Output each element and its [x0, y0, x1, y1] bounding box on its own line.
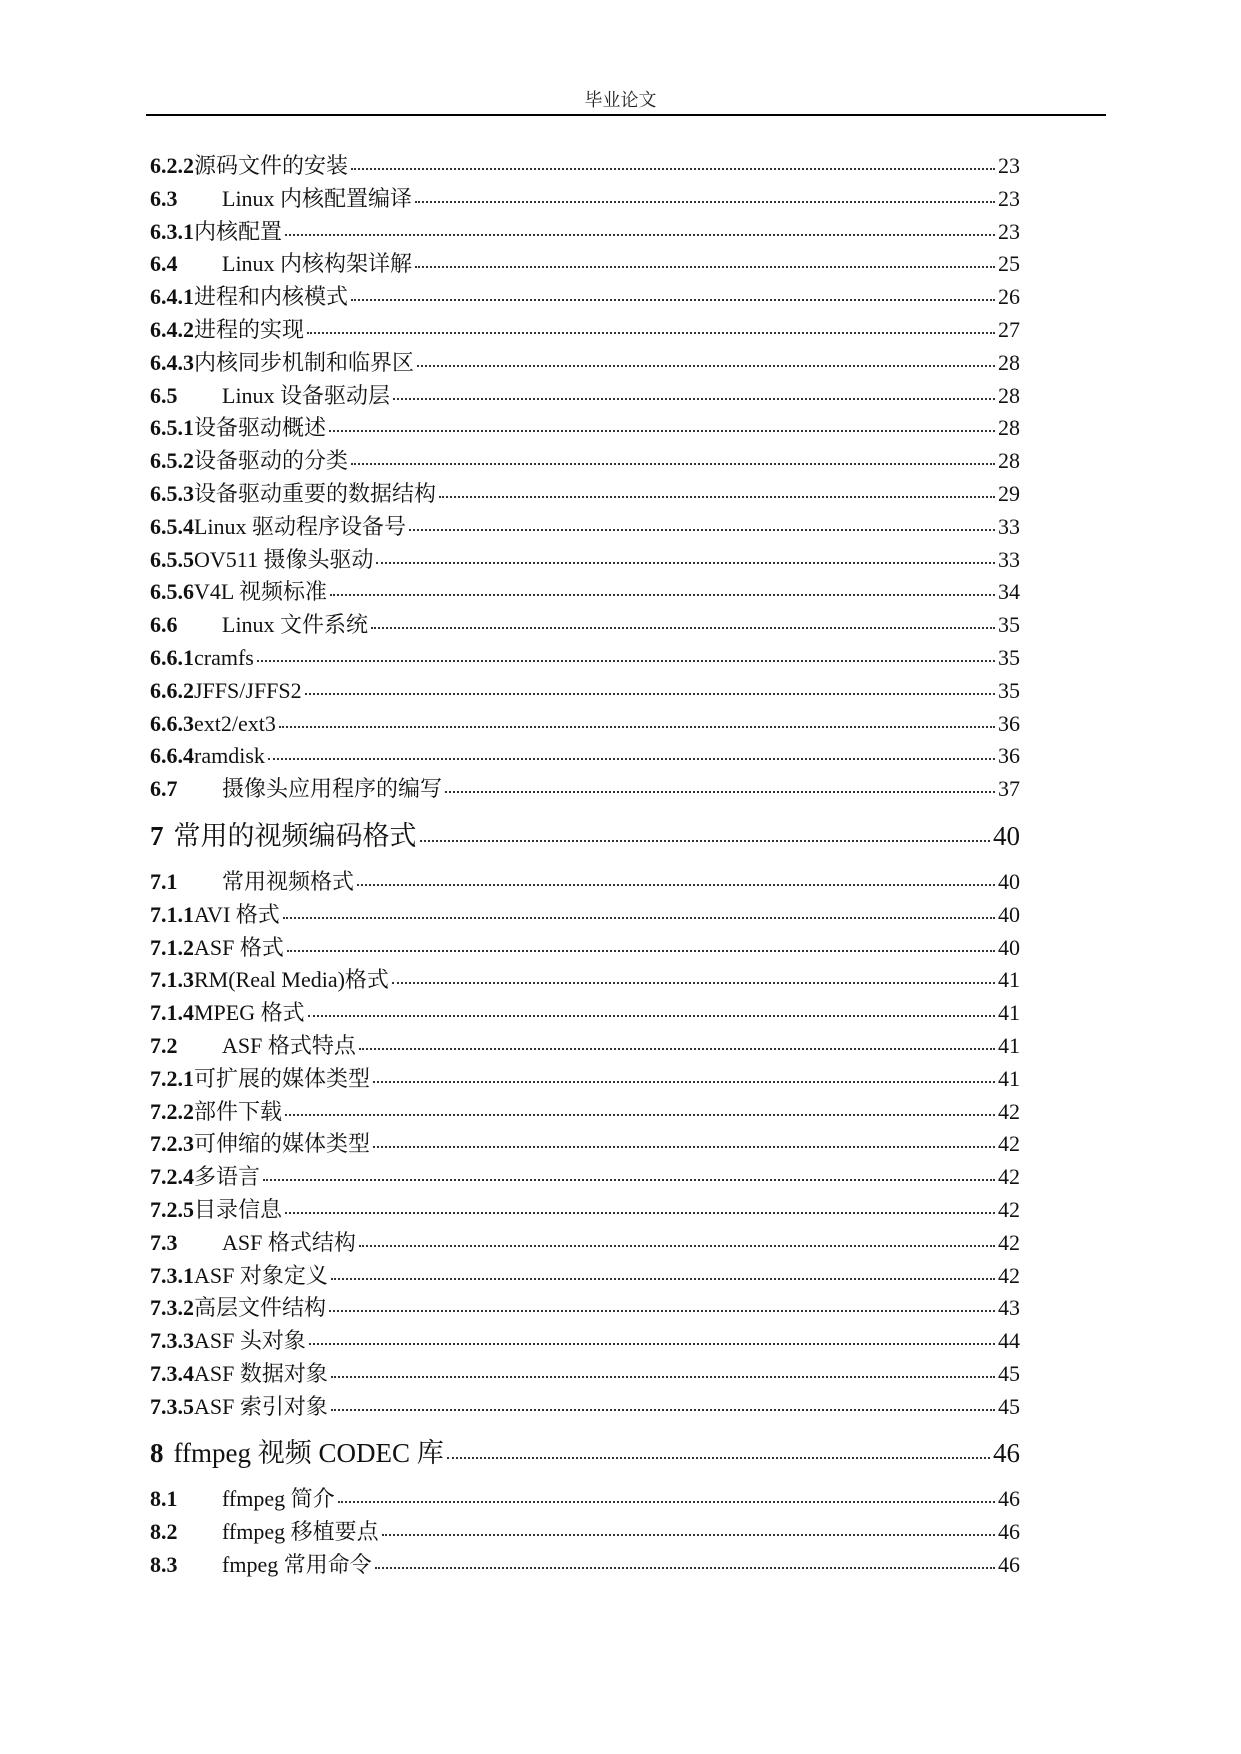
toc-entry-title: ASF 头对象	[194, 1328, 306, 1354]
toc-entry-page: 36	[998, 710, 1020, 736]
toc-entry[interactable]	[150, 1483, 1020, 1516]
toc-entry-number: 6.3.1	[150, 218, 194, 244]
toc-entry-page: 40	[993, 820, 1020, 851]
toc-entry-title: 高层文件结构	[194, 1295, 327, 1321]
dot-leader	[357, 883, 995, 886]
toc-entry-title: ffmpeg 简介	[222, 1486, 335, 1512]
toc-entry[interactable]	[150, 964, 1020, 997]
toc-entry-title: 常用的视频编码格式	[173, 820, 417, 851]
dot-leader	[329, 1309, 995, 1312]
toc-entry-page: 41	[998, 967, 1020, 993]
table-of-contents	[150, 150, 1020, 1582]
toc-entry-page: 42	[998, 1131, 1020, 1157]
toc-entry-number: 7.1.3	[150, 967, 194, 993]
toc-entry-number: 8.1	[150, 1486, 178, 1512]
toc-entry[interactable]	[150, 1325, 1020, 1358]
toc-entry-title: 多语言	[194, 1164, 261, 1190]
dot-leader	[351, 298, 995, 301]
toc-entry-number: 6.5.3	[150, 480, 194, 506]
dot-leader	[351, 462, 995, 465]
toc-entry-title: Linux 设备驱动层	[222, 382, 391, 408]
toc-entry[interactable]	[150, 150, 1020, 183]
toc-entry[interactable]	[150, 1194, 1020, 1227]
toc-entry[interactable]	[150, 380, 1020, 413]
toc-entry-page: 42	[998, 1262, 1020, 1288]
toc-entry-title: 设备驱动概述	[194, 415, 327, 441]
dot-leader	[417, 364, 995, 367]
toc-entry[interactable]	[150, 740, 1020, 773]
toc-entry[interactable]	[150, 1260, 1020, 1293]
dot-leader	[338, 1500, 995, 1503]
toc-entry-title: 可伸缩的媒体类型	[194, 1131, 371, 1157]
toc-entry[interactable]	[150, 997, 1020, 1030]
toc-entry-number: 7	[150, 820, 164, 851]
toc-entry-page: 27	[998, 316, 1020, 342]
dot-leader	[331, 1408, 995, 1411]
toc-entry-title: 部件下载	[194, 1098, 283, 1124]
toc-entry[interactable]	[150, 412, 1020, 445]
dot-leader	[359, 1244, 995, 1247]
dot-leader	[331, 1277, 995, 1280]
toc-entry-number: 7.2.1	[150, 1065, 194, 1091]
dot-leader	[382, 1533, 995, 1536]
toc-entry-page: 35	[998, 677, 1020, 703]
toc-entry-number: 7.3.3	[150, 1328, 194, 1354]
toc-entry-number: 7.2	[150, 1032, 178, 1058]
toc-entry-page: 40	[998, 934, 1020, 960]
toc-entry-title: ext2/ext3	[194, 710, 276, 736]
toc-entry-title: Linux 内核构架详解	[222, 251, 413, 277]
dot-leader	[309, 1342, 995, 1345]
toc-entry-title: 进程的实现	[194, 316, 305, 342]
dot-leader	[439, 495, 995, 498]
toc-entry-title: ASF 格式结构	[222, 1229, 356, 1255]
toc-entry[interactable]	[150, 511, 1020, 544]
toc-entry[interactable]	[150, 1292, 1020, 1325]
dot-leader	[409, 528, 995, 531]
toc-entry-page: 33	[998, 513, 1020, 539]
toc-entry[interactable]	[150, 642, 1020, 675]
dot-leader	[285, 1113, 995, 1116]
toc-entry-title: MPEG 格式	[194, 1000, 305, 1026]
toc-entry-title: 常用视频格式	[222, 868, 355, 894]
toc-entry[interactable]	[150, 183, 1020, 216]
toc-entry-number: 6.3	[150, 185, 178, 211]
toc-entry-page: 26	[998, 284, 1020, 310]
toc-entry-number: 6.5.4	[150, 513, 194, 539]
toc-entry-number: 6.4.2	[150, 316, 194, 342]
dot-leader	[283, 916, 995, 919]
toc-entry-number: 6.5.2	[150, 448, 194, 474]
toc-entry-number: 6.5.5	[150, 546, 194, 572]
toc-entry-title: ASF 格式	[194, 934, 284, 960]
toc-entry-number: 7.3.2	[150, 1295, 194, 1321]
toc-entry-page: 37	[998, 776, 1020, 802]
toc-entry-title: fmpeg 常用命令	[222, 1552, 372, 1578]
toc-entry[interactable]	[150, 1161, 1020, 1194]
toc-entry-number: 7.1.1	[150, 901, 194, 927]
dot-leader	[375, 1566, 995, 1569]
toc-entry[interactable]	[150, 675, 1020, 708]
toc-entry-number: 6.6.2	[150, 677, 194, 703]
toc-entry-page: 41	[998, 1000, 1020, 1026]
page-header: 毕业论文	[584, 90, 657, 110]
toc-entry-page: 46	[993, 1438, 1020, 1469]
header-rule	[146, 114, 1106, 116]
toc-entry-page: 34	[998, 579, 1020, 605]
toc-entry-number: 7.1.4	[150, 1000, 194, 1026]
toc-entry-page: 35	[998, 644, 1020, 670]
dot-leader	[376, 561, 995, 564]
toc-entry[interactable]	[150, 708, 1020, 741]
toc-entry-page: 43	[998, 1295, 1020, 1321]
toc-entry[interactable]	[150, 445, 1020, 478]
dot-leader	[373, 1145, 995, 1148]
toc-entry-title: ASF 索引对象	[194, 1393, 328, 1419]
toc-entry-page: 45	[998, 1393, 1020, 1419]
toc-entry-title: ASF 数据对象	[194, 1360, 328, 1386]
toc-entry-page: 44	[998, 1328, 1020, 1354]
toc-entry-page: 23	[998, 185, 1020, 211]
toc-entry-number: 7.3	[150, 1229, 178, 1255]
dot-leader	[373, 1080, 995, 1083]
toc-entry-title: Linux 文件系统	[222, 612, 369, 638]
toc-entry[interactable]	[150, 544, 1020, 577]
toc-entry-number: 6.6.3	[150, 710, 194, 736]
toc-entry-number: 6.5.6	[150, 579, 194, 605]
dot-leader	[287, 949, 995, 952]
toc-entry-number: 6.5	[150, 382, 178, 408]
toc-entry-number: 6.6.4	[150, 743, 194, 769]
dot-leader	[279, 725, 995, 728]
toc-entry-number: 6.4.3	[150, 349, 194, 375]
toc-entry-number: 8	[150, 1438, 164, 1469]
toc-entry-title: JFFS/JFFS2	[194, 677, 302, 703]
toc-entry-number: 6.4	[150, 251, 178, 277]
dot-leader	[285, 233, 995, 236]
toc-entry-page: 28	[998, 448, 1020, 474]
toc-entry-title: 目录信息	[194, 1196, 283, 1222]
toc-entry-title: AVI 格式	[194, 901, 280, 927]
toc-entry[interactable]	[150, 1128, 1020, 1161]
toc-entry[interactable]	[150, 347, 1020, 380]
toc-entry-page: 23	[998, 218, 1020, 244]
toc-entry-page: 42	[998, 1164, 1020, 1190]
toc-entry-title: ramdisk	[194, 743, 265, 769]
dot-leader	[447, 1456, 990, 1459]
toc-entry-title: ffmpeg 移植要点	[222, 1519, 379, 1545]
toc-entry[interactable]	[150, 1391, 1020, 1424]
toc-entry-title: 进程和内核模式	[194, 284, 349, 310]
toc-entry-number: 6.2.2	[150, 153, 194, 178]
toc-entry-number: 6.6	[150, 612, 178, 638]
toc-entry-page: 46	[998, 1552, 1020, 1578]
toc-entry-title: 可扩展的媒体类型	[194, 1065, 371, 1091]
dot-leader	[257, 659, 995, 662]
toc-entry-title: cramfs	[194, 644, 254, 670]
toc-entry-title: Linux 驱动程序设备号	[194, 513, 407, 539]
dot-leader	[263, 1178, 995, 1181]
toc-entry[interactable]	[150, 1030, 1020, 1063]
dot-leader	[415, 200, 995, 203]
toc-entry[interactable]	[150, 1063, 1020, 1096]
toc-entry-page: 46	[998, 1486, 1020, 1512]
dot-leader	[331, 1375, 995, 1378]
dot-leader	[393, 397, 995, 400]
toc-entry-title: ASF 格式特点	[222, 1032, 356, 1058]
toc-entry-page: 41	[998, 1032, 1020, 1058]
toc-entry-title: OV511 摄像头驱动	[194, 546, 374, 572]
dot-leader	[305, 692, 995, 695]
toc-entry-title: 设备驱动的分类	[194, 448, 349, 474]
toc-entry-page: 45	[998, 1360, 1020, 1386]
toc-entry[interactable]	[150, 1227, 1020, 1260]
toc-entry-number: 7.1.2	[150, 934, 194, 960]
toc-entry[interactable]	[150, 1096, 1020, 1129]
toc-entry[interactable]	[150, 281, 1020, 314]
toc-entry-number: 8.2	[150, 1519, 178, 1545]
toc-entry[interactable]	[150, 1516, 1020, 1549]
toc-entry-number: 6.4.1	[150, 284, 194, 310]
toc-entry-title: RM(Real Media)格式	[194, 967, 389, 993]
toc-entry[interactable]	[150, 1429, 1020, 1477]
toc-entry[interactable]	[150, 812, 1020, 860]
toc-entry[interactable]	[150, 1358, 1020, 1391]
toc-entry-number: 7.1	[150, 868, 178, 894]
toc-entry-number: 7.3.4	[150, 1360, 194, 1386]
toc-entry-title: ffmpeg 视频 CODEC 库	[173, 1438, 444, 1469]
dot-leader	[285, 1211, 995, 1214]
toc-entry[interactable]	[150, 773, 1020, 806]
toc-entry[interactable]	[150, 932, 1020, 965]
toc-entry-title: ASF 对象定义	[194, 1262, 328, 1288]
toc-entry[interactable]	[150, 576, 1020, 609]
dot-leader	[445, 790, 995, 793]
dot-leader	[307, 331, 995, 334]
toc-entry[interactable]	[150, 899, 1020, 932]
dot-leader	[371, 626, 995, 629]
toc-entry-page: 40	[998, 901, 1020, 927]
toc-entry[interactable]	[150, 478, 1020, 511]
toc-entry-page: 36	[998, 743, 1020, 769]
toc-entry-number: 7.2.3	[150, 1131, 194, 1157]
toc-entry-page: 25	[998, 251, 1020, 277]
dot-leader	[329, 429, 995, 432]
toc-entry-title: Linux 内核配置编译	[222, 185, 413, 211]
toc-entry-page: 42	[998, 1229, 1020, 1255]
toc-entry-number: 7.2.2	[150, 1098, 194, 1124]
toc-entry[interactable]	[150, 609, 1020, 642]
toc-entry[interactable]	[150, 1549, 1020, 1582]
toc-entry[interactable]	[150, 248, 1020, 281]
toc-entry-title: 源码文件的安装	[194, 153, 349, 178]
toc-entry-page: 28	[998, 349, 1020, 375]
toc-entry-number: 7.2.4	[150, 1164, 194, 1190]
toc-entry-page: 42	[998, 1196, 1020, 1222]
toc-entry-page: 40	[998, 868, 1020, 894]
toc-entry-number: 6.6.1	[150, 644, 194, 670]
toc-entry[interactable]	[150, 216, 1020, 249]
toc-entry-page: 23	[998, 153, 1020, 178]
toc-entry[interactable]	[150, 866, 1020, 899]
toc-entry-page: 46	[998, 1519, 1020, 1545]
toc-entry-number: 6.7	[150, 776, 178, 802]
dot-leader	[420, 839, 991, 842]
dot-leader	[308, 1014, 995, 1017]
toc-entry-page: 29	[998, 480, 1020, 506]
toc-entry-title: 内核配置	[194, 218, 283, 244]
toc-entry-title: V4L 视频标准	[194, 579, 328, 605]
toc-entry-page: 35	[998, 612, 1020, 638]
dot-leader	[351, 167, 995, 170]
toc-entry-number: 7.2.5	[150, 1196, 194, 1222]
toc-entry-title: 内核同步机制和临界区	[194, 349, 415, 375]
dot-leader	[359, 1047, 995, 1050]
toc-entry-page: 28	[998, 415, 1020, 441]
toc-entry-title: 设备驱动重要的数据结构	[194, 480, 437, 506]
dot-leader	[392, 981, 995, 984]
dot-leader	[330, 593, 995, 596]
toc-entry-title: 摄像头应用程序的编写	[222, 776, 443, 802]
dot-leader	[268, 757, 995, 760]
toc-entry-page: 33	[998, 546, 1020, 572]
toc-entry-page: 42	[998, 1098, 1020, 1124]
toc-entry-number: 7.3.5	[150, 1393, 194, 1419]
toc-entry-number: 6.5.1	[150, 415, 194, 441]
toc-entry[interactable]	[150, 314, 1020, 347]
toc-entry-number: 7.3.1	[150, 1262, 194, 1288]
toc-entry-page: 41	[998, 1065, 1020, 1091]
toc-entry-page: 28	[998, 382, 1020, 408]
toc-entry-number: 8.3	[150, 1552, 178, 1578]
dot-leader	[415, 265, 995, 268]
